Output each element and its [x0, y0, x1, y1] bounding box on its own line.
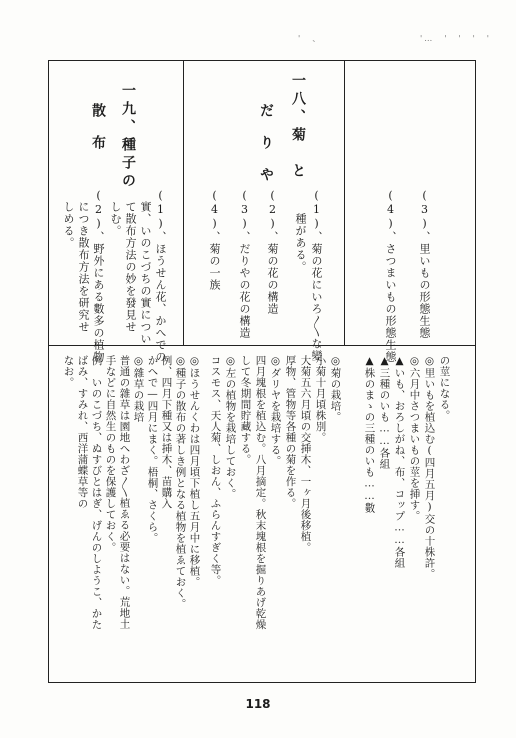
note-line: コスモス、天人菊、しおん、ふらんすぎく等。: [209, 355, 222, 586]
note-line: なお。: [62, 355, 75, 388]
note-line: 例 いのこづち、ぬすびとはぎ、げんのしようこ、かた: [90, 355, 103, 630]
section-title-line: 一八、菊 と: [290, 73, 306, 181]
lesson-table: [48, 60, 476, 683]
note-line: ◎ダリヤを栽培する。: [269, 355, 282, 467]
note-line: ◎里いもを植込む(四月五月)交の十株許。: [423, 355, 436, 580]
note-line: ◎ほうせんくわは四月頃下植し五月中に移植。: [188, 355, 201, 588]
page-number: 118: [245, 697, 271, 711]
scan-mark-left: ' 、: [298, 34, 323, 43]
section-title-line: 一九、種子の: [120, 83, 136, 191]
note-line: ▲株のまゝの三種のいも……數: [363, 355, 376, 514]
outline-line: (1)、ほうせん花、かへでの: [154, 189, 167, 363]
column-divider-1: [183, 61, 184, 345]
note-line: 例、四月下種又は挿木、苗購入: [160, 355, 173, 509]
outline-line: て散布方法の妙を發見せ: [124, 189, 137, 333]
note-line: 大菊五六月頃の交挿木、一ヶ月後移植。: [299, 355, 312, 553]
outline-line: (3)、だりやの花の構造: [238, 189, 251, 339]
outline-line: 實、いのこづちの實につい: [139, 189, 152, 345]
outline-line: (2)、野外にある數多の植物: [92, 189, 105, 363]
outline-line: しめる。: [62, 189, 75, 249]
outline-line: (4)、菊の一族: [208, 189, 221, 291]
note-line: 厚物、管物等各種の菊を作る。: [284, 355, 297, 509]
note-line: ◎菊の栽培。: [329, 355, 342, 423]
note-line: ばみ、すみれ、西洋蒲蝶草等の: [76, 355, 89, 509]
note-line: ◎雜草の栽培: [132, 355, 145, 423]
outline-line: しむ。: [109, 189, 122, 237]
outline-line: につき散布方法を研究せ: [77, 189, 90, 333]
outline-line: (3)、里いもの形態生態: [418, 189, 431, 339]
section-title-line: 散布: [90, 103, 106, 167]
column-divider-2: [344, 61, 345, 345]
outline-line: (4)、さつまいもの形態生態: [384, 189, 397, 363]
outline-line: (2)、菊の花の構造: [266, 189, 279, 315]
note-line: ▲三種のいも……各組: [378, 355, 391, 470]
scan-mark-right: '… ' ' ' ': [420, 34, 491, 43]
note-line: ◎左の植物を栽培しておく。: [224, 355, 237, 500]
note-line: ▲いも、おろしがね、布、コップ……各組: [393, 355, 406, 569]
note-line: ◎六月中さつまいもの莖を挿す。: [408, 355, 421, 522]
header-divider: [49, 345, 475, 346]
note-line: かへで—四月にまく。梧桐、さくら。: [146, 355, 159, 544]
note-line: ◎種子の散布の著しき例となる植物を植ゑておく。: [174, 355, 187, 610]
note-line: の莖になる。: [438, 355, 451, 421]
outline-line: 種がある。: [294, 189, 307, 273]
note-line: して冬期間貯藏する。: [239, 355, 252, 465]
note-line: 四月塊根を植込む。八月摘定。秋末塊根を掘りあげ乾燥: [254, 355, 267, 630]
note-line: 小菊十月頃株別。: [314, 355, 327, 443]
outline-line: (1)、菊の花にいろ〳〵な變: [310, 189, 323, 362]
note-line: 普通の雜草は園地へわざ〳〵植ゑる必要はない。荒地土: [118, 355, 131, 630]
note-line: 手などに自然生のものを保護しておく。: [104, 355, 117, 553]
section-title-line: だりや: [258, 103, 274, 199]
